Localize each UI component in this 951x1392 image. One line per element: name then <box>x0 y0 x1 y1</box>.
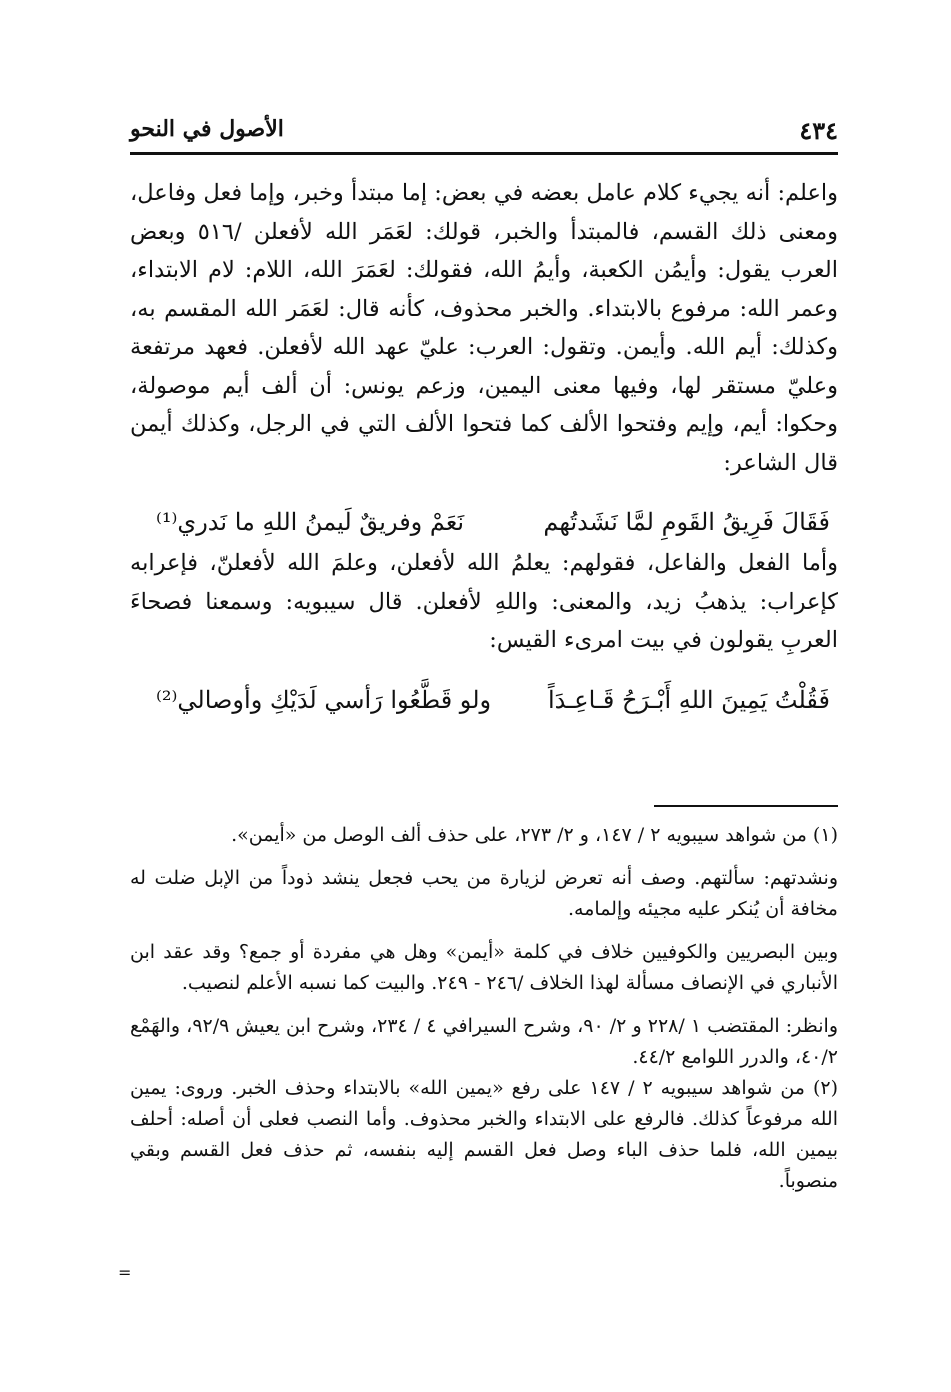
running-title: الأصول في النحو <box>130 116 284 142</box>
paragraph-1: واعلم: أنه يجيء كلام عامل بعضه في بعض: إما مبتدأ وخبر، وإما فعل وفاعل، ومعنى ذلك القسم، فالمبتدأ والخبر، قولك: لعَمَر الله لأفعلن /٥١٦ وبعض العرب يقول: وأيمُن الكعبة، وأيمُ الله، فقولك: لعَمَرَ الله، اللام: لام الابتداء، وعمر الله: مرفوع بالابتداء. والخبر محذوف، كأنه قال: لعَمَر الله المقسم به، وكذلك: أيم الله. وأيمن. وتقول: العرب: عليّ عهد الله لأفعلن. فعهد مرتفعة وعليّ مستقر لها، وفيها معنى اليمين، وزعم يونس: أن ألف أيم موصولة، وحكوا: أيم، وإيم وفتحوا الألف كما فتحوا الألف التي في الرجل، وكذلك أيمن قال الشاعر: <box>130 180 838 476</box>
main-text <box>130 174 838 722</box>
verse-2 <box>130 678 838 722</box>
header-rule <box>130 152 838 155</box>
page-header <box>130 112 838 156</box>
footnote-1-note-a: ونشدتهم: سألتهم. وصف أنه تعرض لزيارة من يحب فجعل ينشد ذوداً من الإبل ضلت له مخافة أن يُنكر عليه مجيئه وإلمامه. <box>130 867 838 920</box>
page-number: ٤٣٤ <box>799 116 838 145</box>
footnote-1-note-c: وانظر: المقتضب ١ /٢٢٨ و ٢/ ٩٠، وشرح السيرافي ٤ / ٢٣٤، وشرح ابن يعيش ٩٢/٩، والهَمْع ٤٠/٢، والدرر اللوامع ٤٤/٢. <box>130 1015 838 1068</box>
paragraph-2: وأما الفعل والفاعل، فقولهم: يعلمُ الله لأفعلن، وعلمَ الله لأفعلنّ، فإعرابه كإعراب: يذهبُ زيد، والمعنى: واللهِ لأفعلن. قال سيبويه: وسمعنا فصحاءَ العربِ يقولون في بيت امرىء القيس: <box>130 550 838 653</box>
footnote-1: (١) من شواهد سيبويه ٢ / ١٤٧، و ٢/ ٢٧٣، على حذف ألف الوصل من «أيمن». <box>231 824 838 846</box>
footnote-2: (٢) من شواهد سيبويه ٢ / ١٤٧ على رفع «يمين الله» بالابتداء وحذف الخبر. وروى: يمين الله مرفوعاً كذلك. فالرفع على الابتداء والخبر محذوف. وأما النصب فعلى أن أصله: أحلف بيمين الله، فلما حذف الباء وصل فعل القسم إليه بنفسه، ثم حذف فعل القسم وبقي منصوباً. <box>130 1077 838 1192</box>
margin-mark: = <box>118 1263 132 1282</box>
verse-2-left-hemistich: ولو قَطَّعُوا رَأسي لَدَيْكِ وأوصالي⁽²⁾ <box>156 685 492 714</box>
verse-2-right-hemistich: فَقُلْتُ يَمِينَ اللهِ أَبْـرَحُ قَـاعِـدَاً <box>547 685 830 714</box>
footnote-1-note-b: وبين البصريين والكوفيين خلاف في كلمة «أيمن» وهل هي مفردة أو جمع؟ وقد عقد ابن الأنباري في الإنصاف مسألة لهذا الخلاف /٢٤٦ - ٢٤٩. والبيت كما نسبه الأعلم لنصيب. <box>130 941 838 994</box>
verse-1-left-hemistich: نَعَمْ وفريقٌ لَيمنُ اللهِ ما نَدري⁽¹⁾ <box>156 508 465 536</box>
footnote-separator <box>654 805 838 807</box>
verse-1-right-hemistich: فَقَالَ فَرِيقُ القَومِ لمَّا نَشَدتُهم <box>543 508 830 536</box>
footnotes <box>130 820 838 1197</box>
verse-1 <box>130 500 838 544</box>
